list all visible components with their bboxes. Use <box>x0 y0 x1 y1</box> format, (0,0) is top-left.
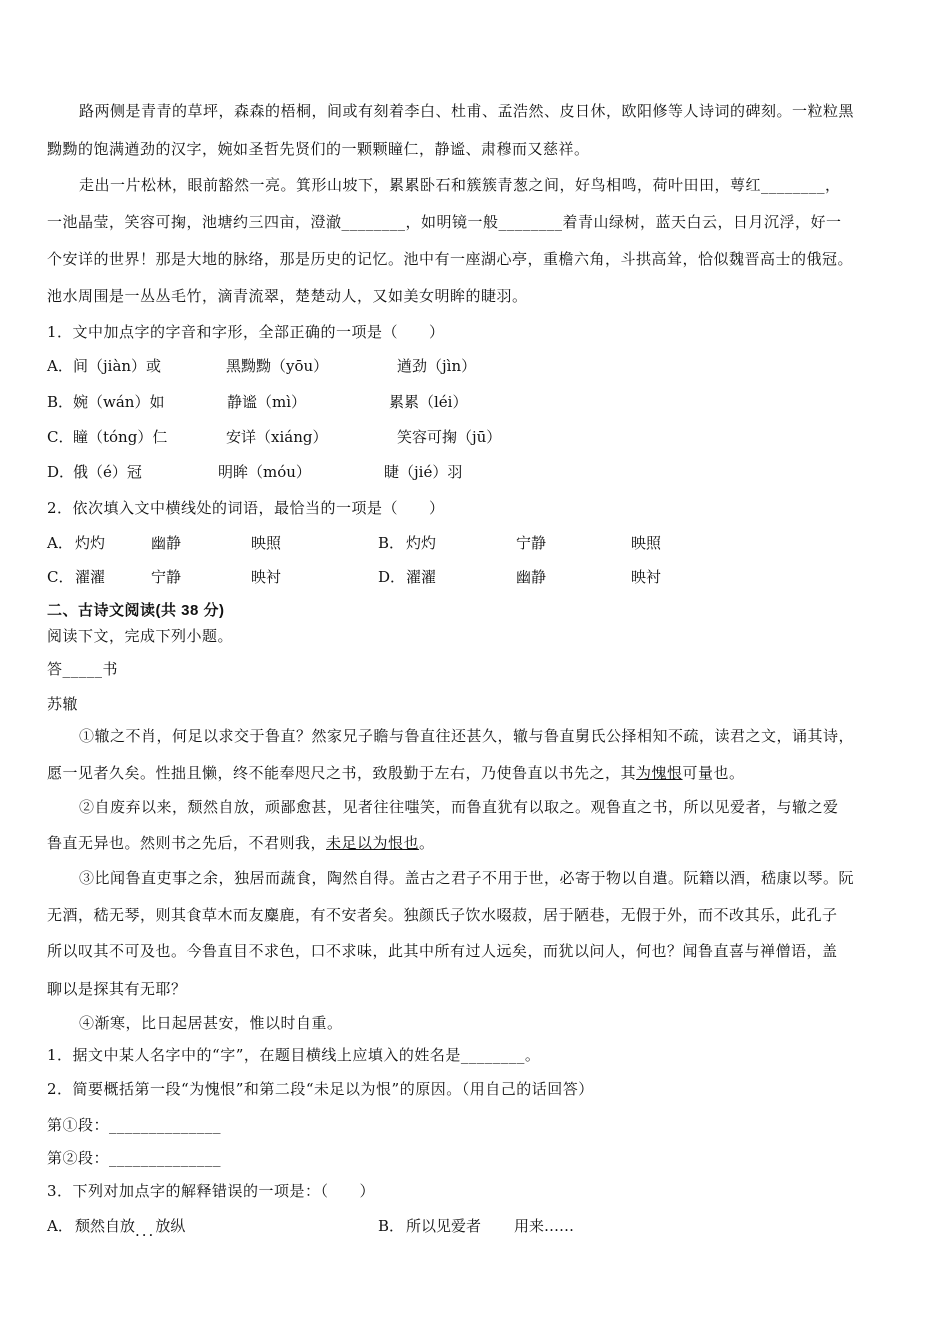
option-item: 明眸（móu） <box>218 463 311 481</box>
classical-text-line: 聊以是探其有无耶？ <box>47 980 187 998</box>
text-span: 可量也。 <box>682 764 745 782</box>
option-label: D． <box>378 568 406 586</box>
option-item: 宁静 <box>151 568 182 586</box>
passage-line: 黝黝的饱满遒劲的汉字，婉如圣哲先贤们的一颗颗瞳仁，静谧、肃穆而又慈祥。 <box>47 140 590 158</box>
option-label: C． <box>47 428 74 446</box>
option-item: 映衬 <box>631 568 662 586</box>
option-item: 婉（wán）如 <box>73 393 165 411</box>
classical-text-line: 所以叹其不可及也。今鲁直目不求色，口不求味，此其中所有过人远矣，而犹以问人，何也？闻鲁直喜与禅僧语，盖 <box>47 942 838 960</box>
option-item: 幽静 <box>516 568 547 586</box>
question-stem: 2．依次填入文中横线处的词语，最恰当的一项是（ ） <box>47 499 445 517</box>
option-item <box>75 1216 186 1240</box>
option-item: 笑容可掬（jū） <box>397 428 502 446</box>
option-label: D． <box>47 463 75 481</box>
option-item: 间（jiàn）或 <box>73 357 162 375</box>
option-item: 映衬 <box>251 568 282 586</box>
question-stem: 1．文中加点字的字音和字形，全部正确的一项是（ ） <box>47 323 445 341</box>
option-item: 灼灼 <box>75 534 106 552</box>
author: 苏辙 <box>47 695 79 713</box>
text-span: 。 <box>419 834 435 852</box>
text-span: 鲁直无异也。然则书之先后，不君则我， <box>47 834 327 852</box>
answer-line: 第②段：______________ <box>47 1149 222 1167</box>
option-item: 睫（jié）羽 <box>384 463 463 481</box>
text-span: 愿一见者久矣。性拙且懒，终不能奉咫尺之书，致殷勤于左右，乃使鲁直以书先之，其 <box>47 764 637 782</box>
option-item: 静谧（mì） <box>227 393 307 411</box>
option-label: B． <box>378 534 405 552</box>
option-label: C． <box>47 568 74 586</box>
classical-text-line: ①辙之不肖，何足以求交于鲁直？然家兄子瞻与鲁直往还甚久，辙与鲁直舅氏公择相知不疏，读君之文，诵其诗， <box>79 727 855 745</box>
option-item: 俄（é）冠 <box>73 463 142 481</box>
option-item: 宁静 <box>516 534 547 552</box>
option-item: 黑黝黝（yōu） <box>226 357 329 375</box>
passage-line: 池水周围是一丛丛毛竹，滴青流翠，楚楚动人，又如美女明眸的睫羽。 <box>47 287 528 305</box>
option-label: B． <box>47 393 74 411</box>
option-item: 映照 <box>251 534 282 552</box>
question-stem: 1．据文中某人名字中的“字”，在题目横线上应填入的姓名是________。 <box>47 1046 541 1064</box>
option-item: 幽静 <box>151 534 182 552</box>
option-item: 累累（léi） <box>389 393 468 411</box>
instruction: 阅读下文，完成下列小题。 <box>47 627 234 645</box>
classical-text-line: 无酒，嵇无琴，则其食草木而友麋鹿，有不安者矣。独颜氏子饮水啜菽，居于陋巷，无假于外，而不改其乐，此孔子 <box>47 906 838 924</box>
underlined-phrase: 为愧恨 <box>636 764 683 782</box>
passage-line: 路两侧是青青的草坪，森森的梧桐，间或有刻着李白、杜甫、孟浩然、皮日休，欧阳修等人诗词的碑刻。一粒粒黑 <box>79 102 855 120</box>
option-label: A． <box>47 1217 73 1235</box>
option-label: A． <box>47 534 73 552</box>
option-item: 用来…… <box>514 1217 575 1235</box>
option-item: 濯濯 <box>75 568 106 586</box>
option-label: A． <box>47 357 73 375</box>
classical-text-line: ③比闻鲁直吏事之余，独居而蔬食，陶然自得。盖古之君子不用于世，必寄于物以自遣。阮籍以酒，嵇康以琴。阮 <box>79 869 855 887</box>
option-item: 瞳（tóng）仁 <box>73 428 168 446</box>
classical-text-line <box>47 833 435 853</box>
underlined-phrase: 未足以为恨也 <box>326 834 420 852</box>
classical-text-line: ④渐寒，比日起居甚安，惟以时自重。 <box>79 1014 343 1032</box>
option-item: 所以见爱者 <box>406 1217 482 1235</box>
answer-line: 第①段：______________ <box>47 1116 222 1134</box>
passage-line: 走出一片松林，眼前豁然一亮。箕形山坡下，累累卧石和簇簇青葱之间，好鸟相鸣，荷叶田田，萼红________， <box>79 176 841 194</box>
section-title: 二、古诗文阅读(共 38 分) <box>47 602 225 619</box>
classical-text-line <box>47 763 745 783</box>
emphasis-dots: ... <box>135 1222 156 1240</box>
option-item: 灼灼 <box>406 534 437 552</box>
passage-line: 个安详的世界！那是大地的脉络，那是历史的记忆。池中有一座湖心亭，重檐六角，斗拱高耸，恰似魏晋高士的俄冠。 <box>47 250 854 268</box>
text-title: 答_____书 <box>47 660 119 678</box>
passage-line: 一池晶莹，笑容可掬，池塘约三四亩，澄澈________，如明镜一般________着青山绿树，蓝天白云，日月沉浮，好一 <box>47 213 842 231</box>
classical-text-line: ②自废弃以来，颓然自放，顽鄙愈甚，见者往往嗤笑，而鲁直犹有以取之。观鲁直之书，所以见爱者，与辙之爱 <box>79 798 839 816</box>
question-stem: 2．简要概括第一段“为愧恨”和第二段“未足以为恨”的原因。（用自己的话回答） <box>47 1080 594 1098</box>
text-span: 颓然自放 <box>75 1217 136 1235</box>
option-item: 濯濯 <box>406 568 437 586</box>
option-item: 遒劲（jìn） <box>397 357 477 375</box>
option-item: 映照 <box>631 534 662 552</box>
question-stem: 3．下列对加点字的解释错误的一项是：（ ） <box>47 1182 376 1200</box>
option-label: B． <box>378 1217 405 1235</box>
text-span: 放纵 <box>155 1217 186 1235</box>
option-item: 安详（xiáng） <box>226 428 328 446</box>
